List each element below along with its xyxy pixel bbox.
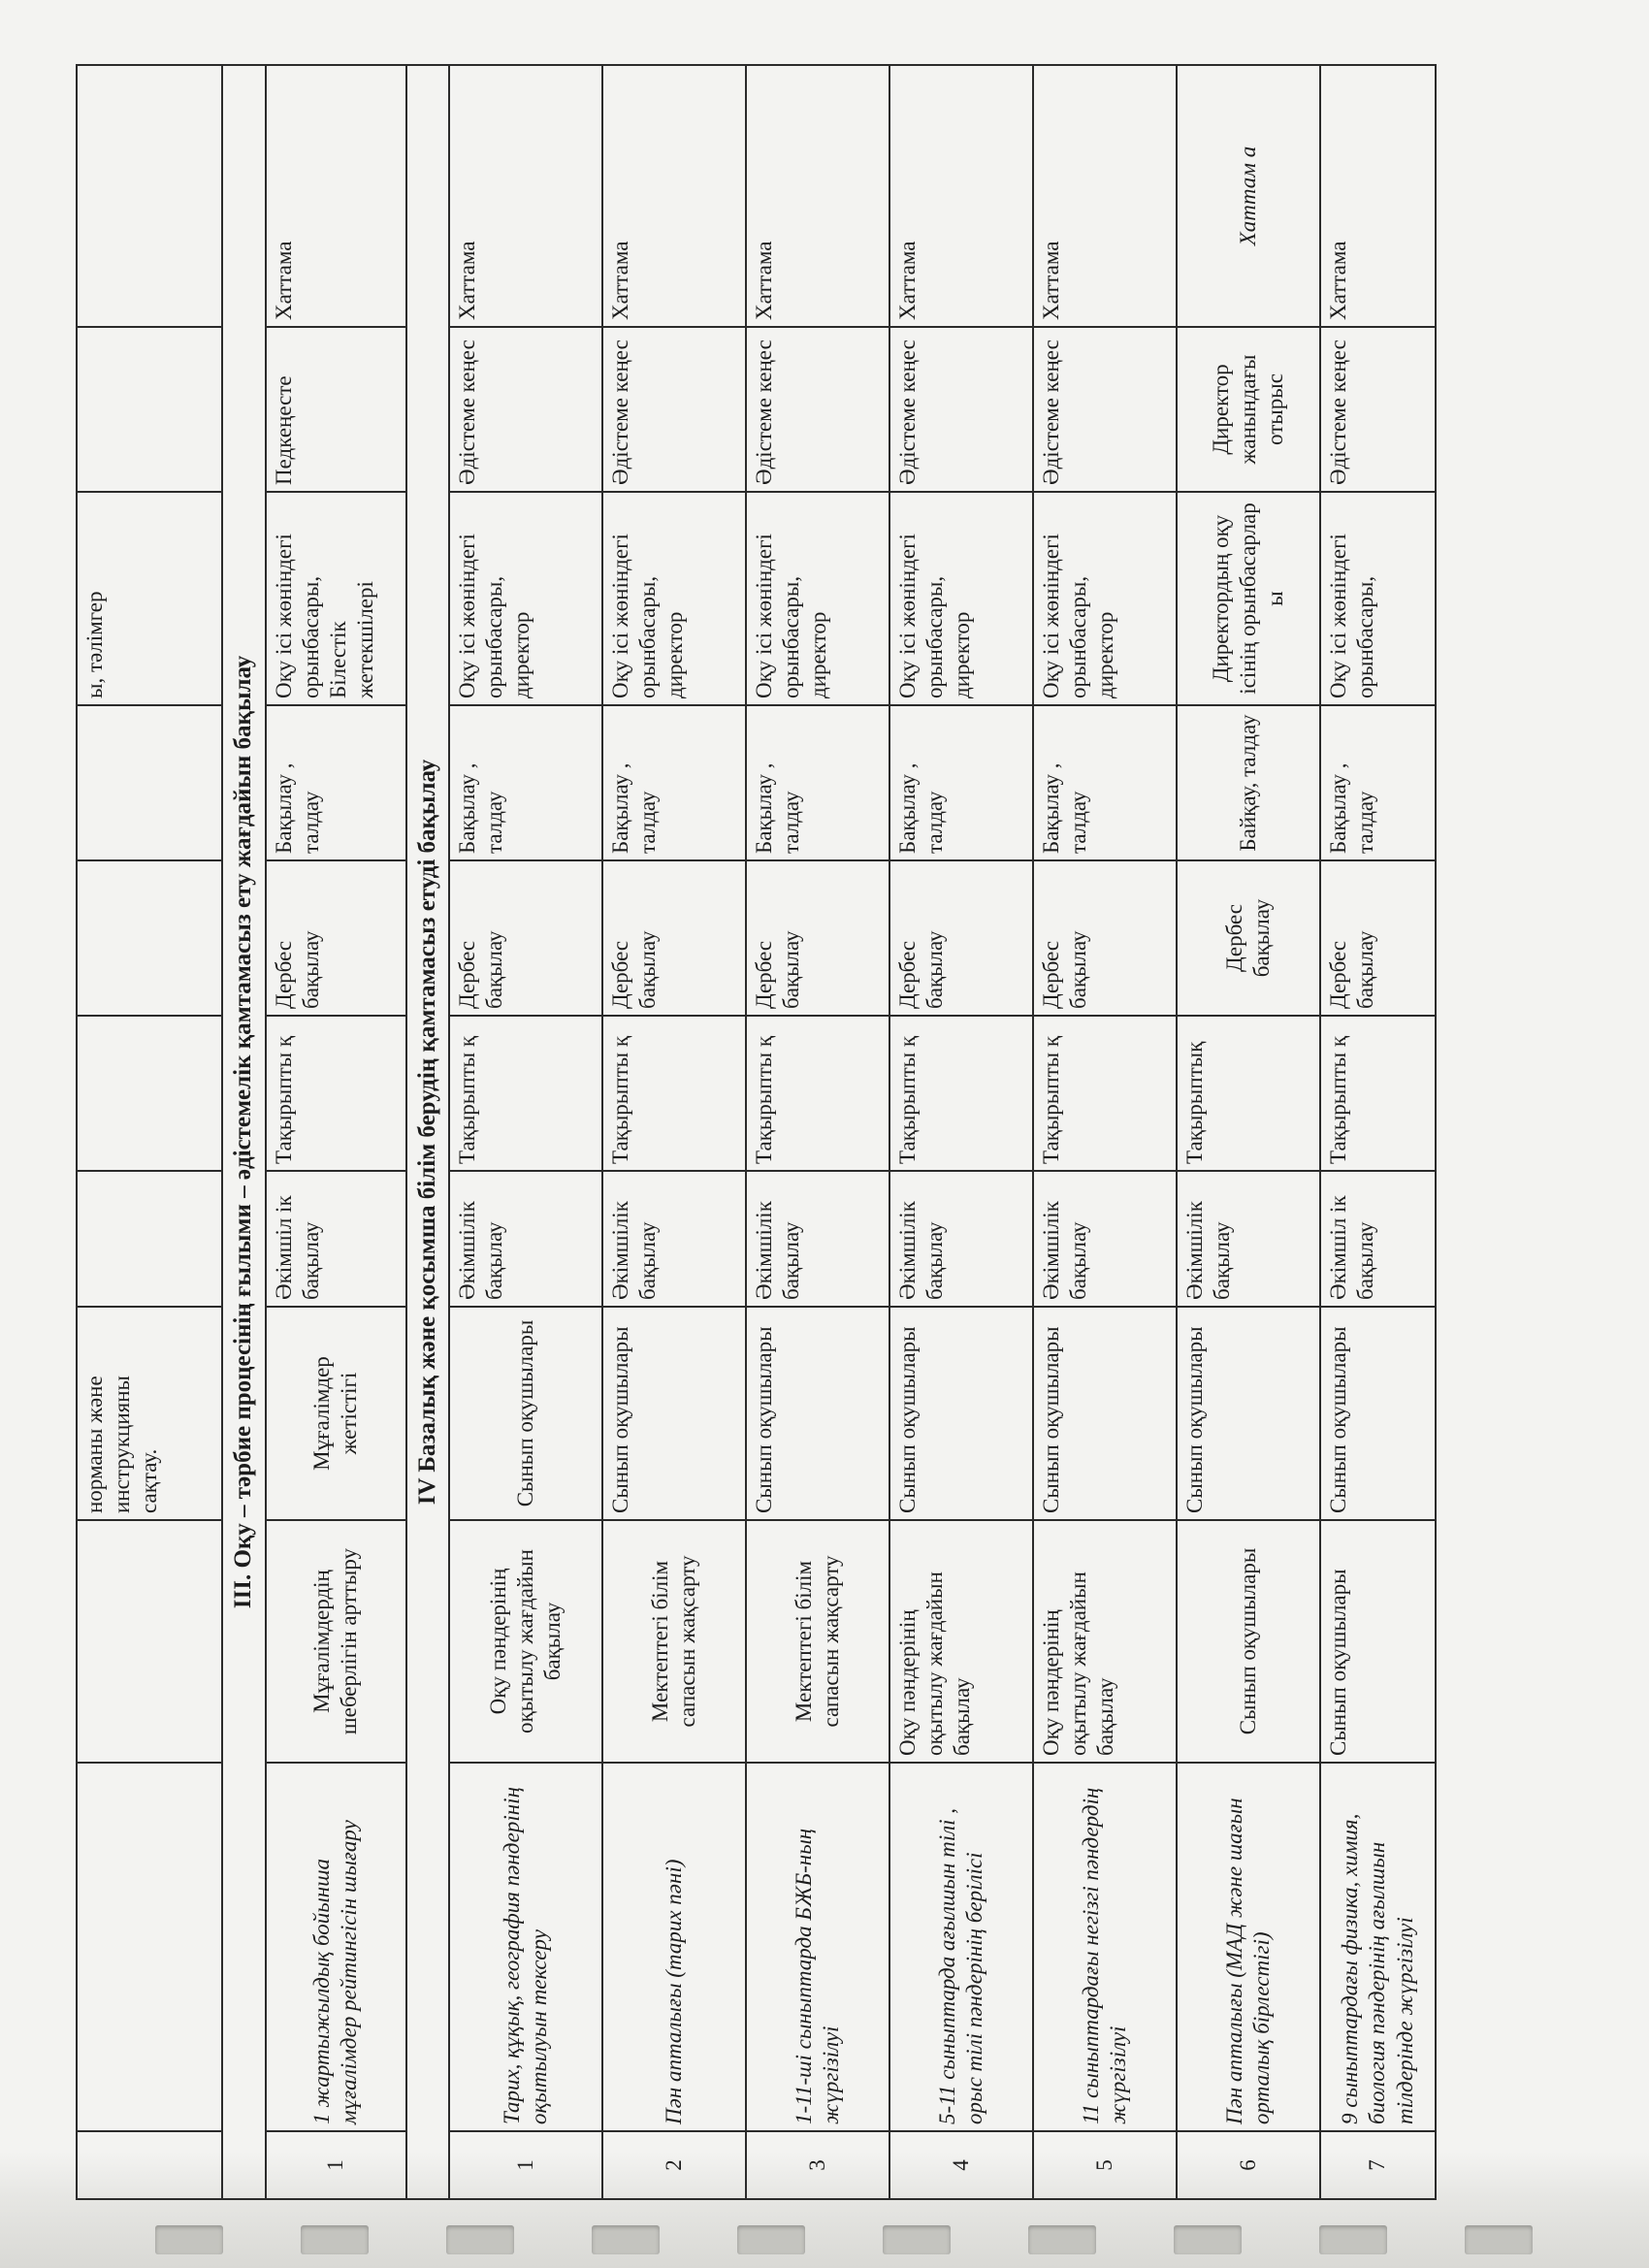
row-result: Хаттама — [746, 65, 889, 327]
row-number: 5 — [1033, 2131, 1177, 2199]
row-place: Әдістеме кеңес — [889, 327, 1033, 492]
row-form: Бақылау , талдау — [266, 705, 406, 860]
row-method: Дербес бақылау — [1320, 860, 1436, 1016]
binder-hole — [1028, 2225, 1096, 2254]
row-method: Дербес бақылау — [266, 860, 406, 1016]
row-form: Бақылау , талдау — [1320, 705, 1436, 860]
row-result: Хаттама — [266, 65, 406, 327]
binder-hole — [1174, 2225, 1242, 2254]
table-cell — [77, 65, 222, 327]
row-topic: 1 жартыжылдық бойынша мұғалімдер рейтингісін шығару — [266, 1763, 406, 2131]
table-cell — [77, 1520, 222, 1763]
table-row — [222, 65, 266, 2199]
row-object: Сынып оқушылары — [1177, 1307, 1320, 1520]
row-goal: Оқу пәндерінің оқытылу жағдайын бақылау — [449, 1520, 602, 1763]
binder-hole — [737, 2225, 805, 2254]
row-result: Хаттама — [1033, 65, 1177, 327]
table-row — [77, 65, 222, 2199]
row-form: Бақылау , талдау — [449, 705, 602, 860]
binder-hole — [1319, 2225, 1387, 2254]
table-row — [1033, 65, 1177, 2199]
row-kind: Тақырыпты қ — [889, 1016, 1033, 1171]
row-method: Дербес бақылау — [746, 860, 889, 1016]
table-row — [266, 65, 406, 2199]
row-responsible: Оқу ісі жөніндегі орынбасары, Білестік жетекшілері — [266, 492, 406, 705]
row-method: Дербес бақылау — [1033, 860, 1177, 1016]
row-place: Әдістеме кеңес — [1033, 327, 1177, 492]
row-goal: Оқу пәндерінің оқытылу жағдайын бақылау — [1033, 1520, 1177, 1763]
table-row — [1177, 65, 1320, 2199]
row-type: Әкімшілік бақылау — [602, 1171, 746, 1307]
row-number: 1 — [266, 2131, 406, 2199]
row-place: Әдістеме кеңес — [602, 327, 746, 492]
row-object: Сынып оқушылары — [1320, 1307, 1436, 1520]
row-kind: Тақырыптық — [1177, 1016, 1320, 1171]
binder-hole — [301, 2225, 369, 2254]
row-result: Хаттам а — [1177, 65, 1320, 327]
row-goal: Оқу пәндерінің оқытылу жағдайын бақылау — [889, 1520, 1033, 1763]
row-result: Хаттама — [889, 65, 1033, 327]
document-page — [76, 66, 1531, 2200]
row-type: Әкімшіл ік бақылау — [1320, 1171, 1436, 1307]
row-goal: Мұғалімдердің шеберлігін арттыру — [266, 1520, 406, 1763]
row-topic: 9 сыныптардағы физика, химия, биология пәндерінің ағылшын тілдерінде жүргізілуі — [1320, 1763, 1436, 2131]
row-topic: Пән апталығы (тарих пәні) — [602, 1763, 746, 2131]
row-method: Дербес бақылау — [889, 860, 1033, 1016]
row-kind: Тақырыпты қ — [1320, 1016, 1436, 1171]
row-goal: Мектептегі білім сапасын жақсарту — [602, 1520, 746, 1763]
row-type: Әкімшілік бақылау — [1177, 1171, 1320, 1307]
row-goal: Сынып оқушылары — [1320, 1520, 1436, 1763]
row-result: Хаттама — [602, 65, 746, 327]
row-form: Бақылау , талдау — [746, 705, 889, 860]
row-type: Әкімшілік бақылау — [1033, 1171, 1177, 1307]
row-responsible: Оқу ісі жөніндегі орынбасары, директор — [1033, 492, 1177, 705]
row-goal: Сынып оқушылары — [1177, 1520, 1320, 1763]
binder-hole — [592, 2225, 660, 2254]
section-title: ІІІ. Оқу – тәрбие процесінің ғылыми – әдістемелік қамтамасыз ету жағдайын бақылау — [222, 65, 266, 2199]
row-place: Әдістеме кеңес — [746, 327, 889, 492]
row-number: 4 — [889, 2131, 1033, 2199]
table-row — [406, 65, 450, 2199]
row-responsible: Оқу ісі жөніндегі орынбасары, директор — [449, 492, 602, 705]
row-object: Сынып оқушылары — [1033, 1307, 1177, 1520]
row-place: Әдістеме кеңес — [449, 327, 602, 492]
table-row — [1320, 65, 1436, 2199]
row-object: Сынып оқушылары — [449, 1307, 602, 1520]
row-type: Әкімшілік бақылау — [746, 1171, 889, 1307]
control-plan-table — [76, 64, 1437, 2200]
row-type: Әкімшіл ік бақылау — [266, 1171, 406, 1307]
row-kind: Тақырыпты қ — [602, 1016, 746, 1171]
table-cell: ы, тәлімгер — [77, 492, 222, 705]
row-form: Бақылау , талдау — [602, 705, 746, 860]
row-result: Хаттама — [449, 65, 602, 327]
row-place: Әдістеме кеңес — [1320, 327, 1436, 492]
binder-hole — [883, 2225, 951, 2254]
row-kind: Тақырыпты қ — [266, 1016, 406, 1171]
row-number: 1 — [449, 2131, 602, 2199]
row-method: Дербес бақылау — [449, 860, 602, 1016]
row-object: Мұғалімдер жетістігі — [266, 1307, 406, 1520]
row-goal: Мектептегі білім сапасын жақсарту — [746, 1520, 889, 1763]
row-responsible: Оқу ісі жөніндегі орынбасары, — [1320, 492, 1436, 705]
table-cell — [77, 860, 222, 1016]
row-topic: 11 сыныптардағы негізгі пәндердің жүргізілуі — [1033, 1763, 1177, 2131]
table-cell — [77, 1016, 222, 1171]
table-cell — [77, 1763, 222, 2131]
section-title: ІV Базалық және қосымша білім берудің қамтамасыз етуді бақылау — [406, 65, 450, 2199]
row-object: Сынып оқушылары — [889, 1307, 1033, 1520]
table-row — [746, 65, 889, 2199]
row-topic: 5-11 сыныптарда ағылшын тілі , орыс тілі пәндерінің берілісі — [889, 1763, 1033, 2131]
row-object: Сынып оқушылары — [602, 1307, 746, 1520]
row-kind: Тақырыпты қ — [746, 1016, 889, 1171]
table-row — [889, 65, 1033, 2199]
row-topic: 1-11-ші сыныптарда БЖБ-ның жүргізілуі — [746, 1763, 889, 2131]
row-type: Әкімшілік бақылау — [449, 1171, 602, 1307]
binder-hole — [446, 2225, 514, 2254]
row-number: 7 — [1320, 2131, 1436, 2199]
row-object: Сынып оқушылары — [746, 1307, 889, 1520]
binder-hole — [1465, 2225, 1533, 2254]
row-number: 2 — [602, 2131, 746, 2199]
table-cell — [77, 705, 222, 860]
row-method: Дербес бақылау — [1177, 860, 1320, 1016]
row-form: Байқау, талдау — [1177, 705, 1320, 860]
row-place: Педкеңесте — [266, 327, 406, 492]
row-form: Бақылау , талдау — [1033, 705, 1177, 860]
table-cell — [77, 2131, 222, 2199]
row-number: 3 — [746, 2131, 889, 2199]
table-row — [602, 65, 746, 2199]
row-type: Әкімшілік бақылау — [889, 1171, 1033, 1307]
table-cell: норманы және инструкцияны сақтау. — [77, 1307, 222, 1520]
row-result: Хаттама — [1320, 65, 1436, 327]
row-responsible: Оқу ісі жөніндегі орынбасары, директор — [889, 492, 1033, 705]
binder-hole — [155, 2225, 223, 2254]
table-cell — [77, 327, 222, 492]
row-number: 6 — [1177, 2131, 1320, 2199]
row-place: Директор жанындағы отырыс — [1177, 327, 1320, 492]
row-topic: Пән апталығы (МАД және шағын орталық бірлестігі) — [1177, 1763, 1320, 2131]
row-responsible: Директордың оқу ісінің орынбасарлар ы — [1177, 492, 1320, 705]
row-kind: Тақырыпты қ — [449, 1016, 602, 1171]
row-topic: Тарих, құқық, география пәндерінің оқытылуын тексеру — [449, 1763, 602, 2131]
row-responsible: Оқу ісі жөніндегі орынбасары, директор — [602, 492, 746, 705]
row-form: Бақылау , талдау — [889, 705, 1033, 860]
row-method: Дербес бақылау — [602, 860, 746, 1016]
row-responsible: Оқу ісі жөніндегі орынбасары, директор — [746, 492, 889, 705]
table-cell — [77, 1171, 222, 1307]
table-row — [449, 65, 602, 2199]
row-kind: Тақырыпты қ — [1033, 1016, 1177, 1171]
